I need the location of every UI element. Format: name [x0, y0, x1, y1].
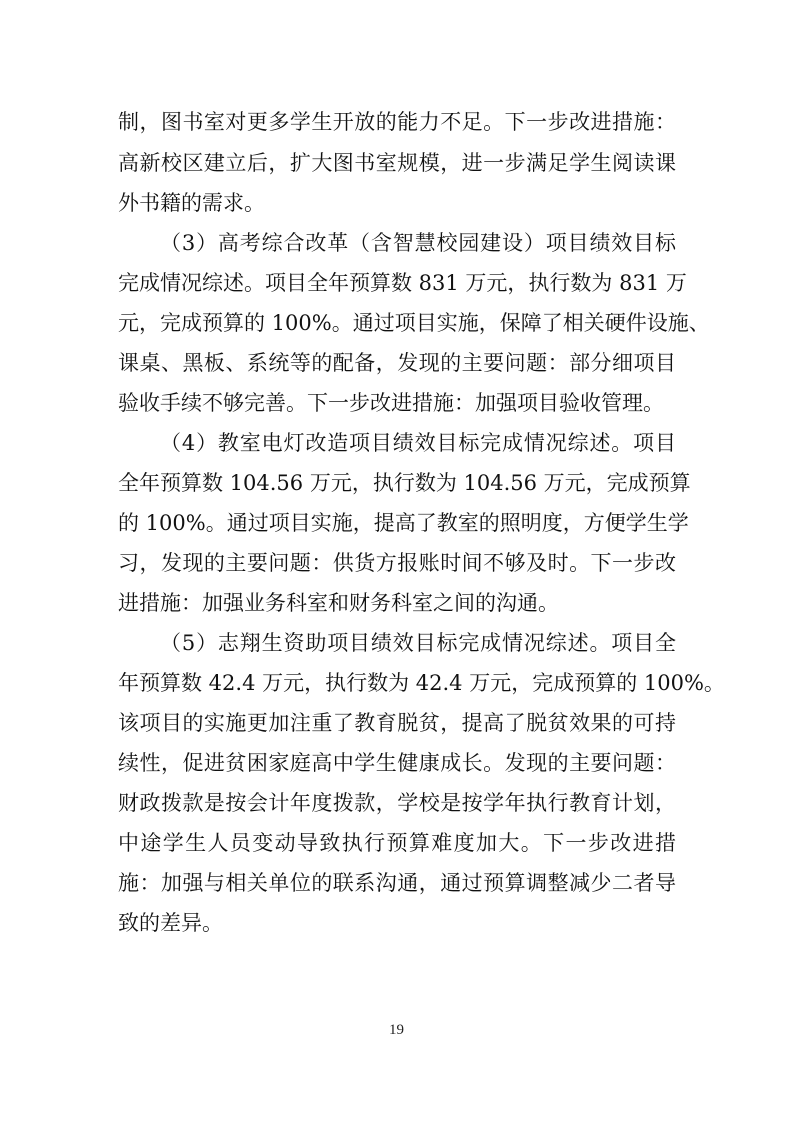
text-line: 元，完成预算的 100%。通过项目实施，保障了相关硬件设施、 [118, 311, 710, 335]
text-line: 财政拨款是按会计年度拨款，学校是按学年执行教育计划， [118, 791, 676, 815]
text-line: 年预算数 42.4 万元，执行数为 42.4 万元，完成预算的 100%。 [118, 671, 725, 695]
text-line: 全年预算数 104.56 万元，执行数为 104.56 万元，完成预算 [118, 471, 691, 495]
text-line: （4）教室电灯改造项目绩效目标完成情况综述。项目 [160, 431, 676, 455]
text-line: 中途学生人员变动导致执行预算难度加大。下一步改进措 [118, 831, 676, 855]
text-line: 施：加强与相关单位的联系沟通，通过预算调整减少二者导 [118, 871, 676, 895]
text-line: 进措施：加强业务科室和财务科室之间的沟通。 [118, 591, 559, 615]
text-line: 制，图书室对更多学生开放的能力不足。下一步改进措施： [118, 110, 676, 134]
text-line: 该项目的实施更加注重了教育脱贫，提高了脱贫效果的可持 [118, 711, 676, 735]
text-line: 课桌、黑板、系统等的配备，发现的主要问题：部分细项目 [118, 351, 676, 375]
text-line: 的 100%。通过项目实施，提高了教室的照明度，方便学生学 [118, 511, 689, 535]
text-line: 续性，促进贫困家庭高中学生健康成长。发现的主要问题： [118, 751, 676, 775]
text-line: 验收手续不够完善。下一步改进措施：加强项目验收管理。 [118, 391, 664, 415]
text-line: （3）高考综合改革（含智慧校园建设）项目绩效目标 [160, 231, 676, 255]
text-line: 致的差异。 [118, 911, 223, 935]
text-line: 外书籍的需求。 [118, 191, 265, 215]
text-line: 完成情况综述。项目全年预算数 831 万元，执行数为 831 万 [118, 271, 687, 295]
text-line: 高新校区建立后，扩大图书室规模，进一步满足学生阅读课 [118, 151, 676, 175]
page-number: 19 [389, 1022, 404, 1038]
text-line: （5）志翔生资助项目绩效目标完成情况综述。项目全 [160, 631, 676, 655]
text-line: 习，发现的主要问题：供货方报账时间不够及时。下一步改 [118, 551, 676, 575]
